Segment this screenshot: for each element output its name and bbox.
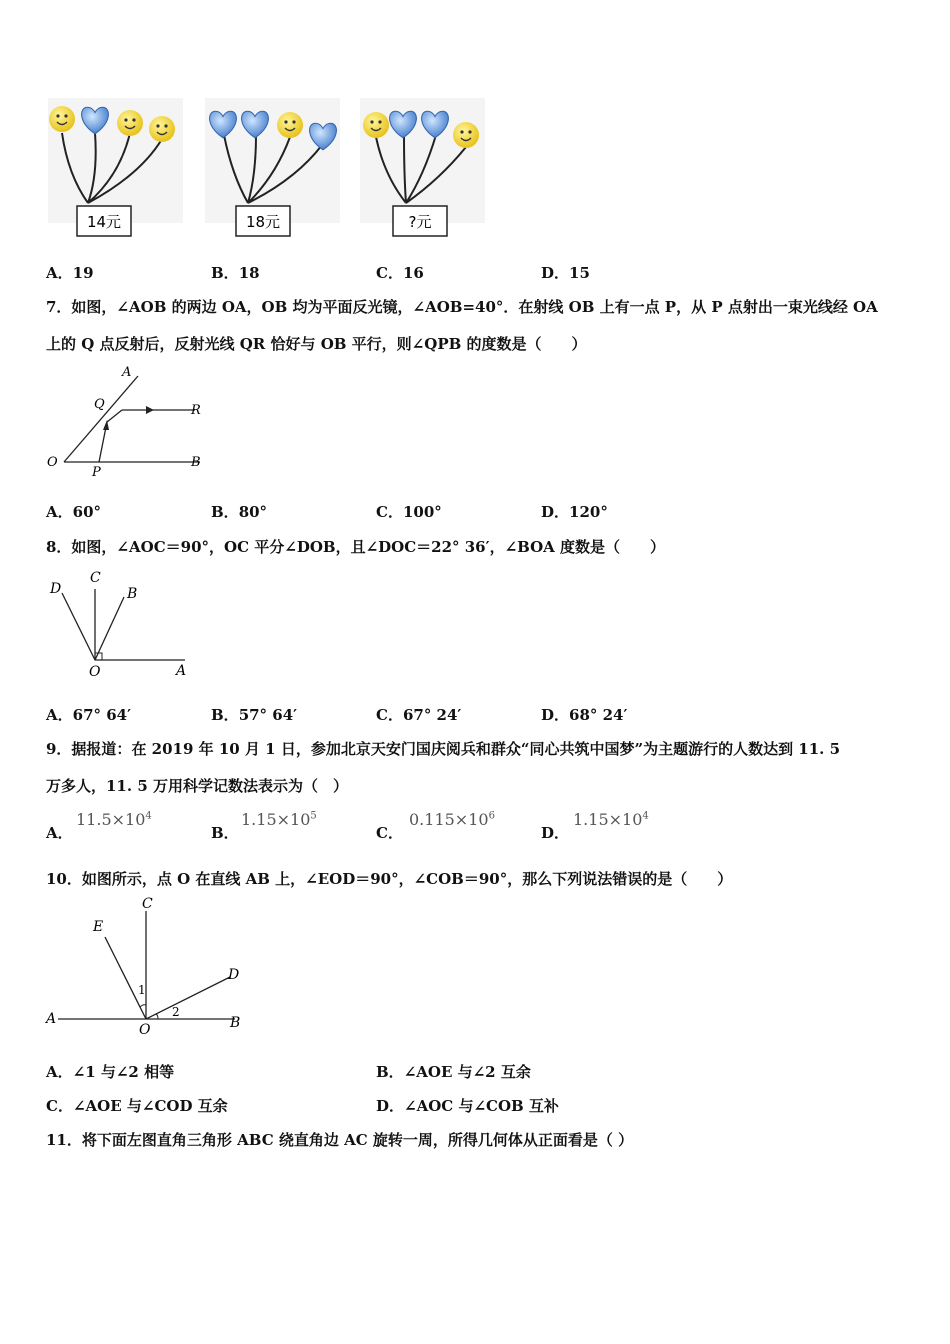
- price-tag-1: 14元: [86, 213, 122, 231]
- q6-option-b[interactable]: B．18: [211, 264, 260, 282]
- q10-label-2: 2: [172, 1005, 180, 1019]
- q7-label-p: P: [92, 465, 101, 480]
- q10-option-d[interactable]: D．∠AOC 与∠COB 互补: [376, 1097, 559, 1115]
- q8-label-o: O: [89, 664, 101, 680]
- q9-option-a-value[interactable]: $11.5\times 10^4$: [76, 810, 152, 829]
- q10-label-d: D: [228, 967, 240, 983]
- q7-text-line1: 7．如图，∠AOB 的两边 OA，OB 均为平面反光镜，∠AOB=40°．在射线 OB 上有一点 P，从 P 点射出一束光线经 OA: [46, 298, 878, 316]
- smiley-balloon-icon: [149, 116, 175, 142]
- q9-option-b-value[interactable]: $1.15\times 10^5$: [241, 810, 317, 829]
- price-tag-2: 18元: [245, 213, 281, 231]
- q6-option-c[interactable]: C．16: [376, 264, 424, 282]
- q7-text-line2: 上的 Q 点反射后，反射光线 QR 恰好与 OB 平行，则∠QPB 的度数是（ ）: [46, 335, 587, 353]
- q10-option-c[interactable]: C．∠AOE 与∠COD 互余: [46, 1097, 228, 1115]
- q10-label-c: C: [142, 896, 153, 912]
- q9-option-d-value[interactable]: $1.15\times 10^4$: [573, 810, 649, 829]
- q7-option-d[interactable]: D．120°: [541, 503, 608, 521]
- q9-text-line2: 万多人，11. 5 万用科学记数法表示为（ ）: [46, 777, 348, 795]
- q9-option-c-value[interactable]: $0.115\times 10^6$: [409, 810, 495, 829]
- q8-label-a: A: [176, 663, 187, 679]
- q8-text: 8．如图，∠AOC＝90°，OC 平分∠DOB，且∠DOC＝22° 36′，∠BOA 度数是（ ）: [46, 538, 666, 556]
- q10-label-a: A: [46, 1011, 57, 1027]
- q6-option-a[interactable]: A．19: [46, 264, 94, 282]
- q8-option-a[interactable]: A．67° 64′: [46, 706, 132, 724]
- q7-figure: [40, 362, 220, 482]
- q11-text: 11．将下面左图直角三角形 ABC 绕直角边 AC 旋转一周，所得几何体从正面看是（ ）: [46, 1131, 634, 1149]
- q8-label-d: D: [50, 581, 62, 597]
- q7-label-q: Q: [94, 397, 105, 412]
- q10-label-o: O: [139, 1022, 151, 1038]
- q10-text: 10．如图所示，点 O 在直线 AB 上，∠EOD＝90°，∠COB＝90°，那么下列说法错误的是（ ）: [46, 870, 733, 888]
- price-tag-3: ?元: [408, 213, 432, 231]
- q6-option-d[interactable]: D．15: [541, 264, 590, 282]
- q10-label-b: B: [230, 1015, 241, 1031]
- q8-figure: [40, 565, 200, 685]
- q10-label-e: E: [93, 919, 104, 935]
- balloon-figure: [40, 95, 500, 245]
- q8-option-c[interactable]: C．67° 24′: [376, 706, 462, 724]
- q7-label-b: B: [191, 455, 201, 470]
- smiley-balloon-icon: [117, 110, 143, 136]
- q8-option-d[interactable]: D．68° 24′: [541, 706, 628, 724]
- smiley-balloon-icon: [49, 106, 75, 132]
- q9-option-d-letter[interactable]: D．: [541, 824, 570, 842]
- q7-label-o: O: [47, 455, 58, 470]
- q7-option-b[interactable]: B．80°: [211, 503, 268, 521]
- q7-option-c[interactable]: C．100°: [376, 503, 442, 521]
- q10-option-a[interactable]: A．∠1 与∠2 相等: [46, 1063, 175, 1081]
- q8-label-b: B: [127, 586, 138, 602]
- q7-label-a: A: [122, 365, 132, 380]
- q9-option-c-letter[interactable]: C．: [376, 824, 403, 842]
- q9-text-line1: 9．据报道：在 2019 年 10 月 1 日，参加北京天安门国庆阅兵和群众“同心共筑中国梦”为主题游行的人数达到 11. 5: [46, 740, 841, 758]
- q10-label-1: 1: [138, 983, 146, 997]
- q9-option-b-letter[interactable]: B．: [211, 824, 239, 842]
- smiley-balloon-icon: [453, 122, 479, 148]
- q9-option-a-letter[interactable]: A．: [46, 824, 73, 842]
- q8-label-c: C: [90, 570, 101, 586]
- q7-label-r: R: [191, 403, 201, 418]
- q7-option-a[interactable]: A．60°: [46, 503, 102, 521]
- q8-option-b[interactable]: B．57° 64′: [211, 706, 298, 724]
- q10-figure: [40, 893, 260, 1043]
- smiley-balloon-icon: [363, 112, 389, 138]
- q10-option-b[interactable]: B．∠AOE 与∠2 互余: [376, 1063, 531, 1081]
- smiley-balloon-icon: [277, 112, 303, 138]
